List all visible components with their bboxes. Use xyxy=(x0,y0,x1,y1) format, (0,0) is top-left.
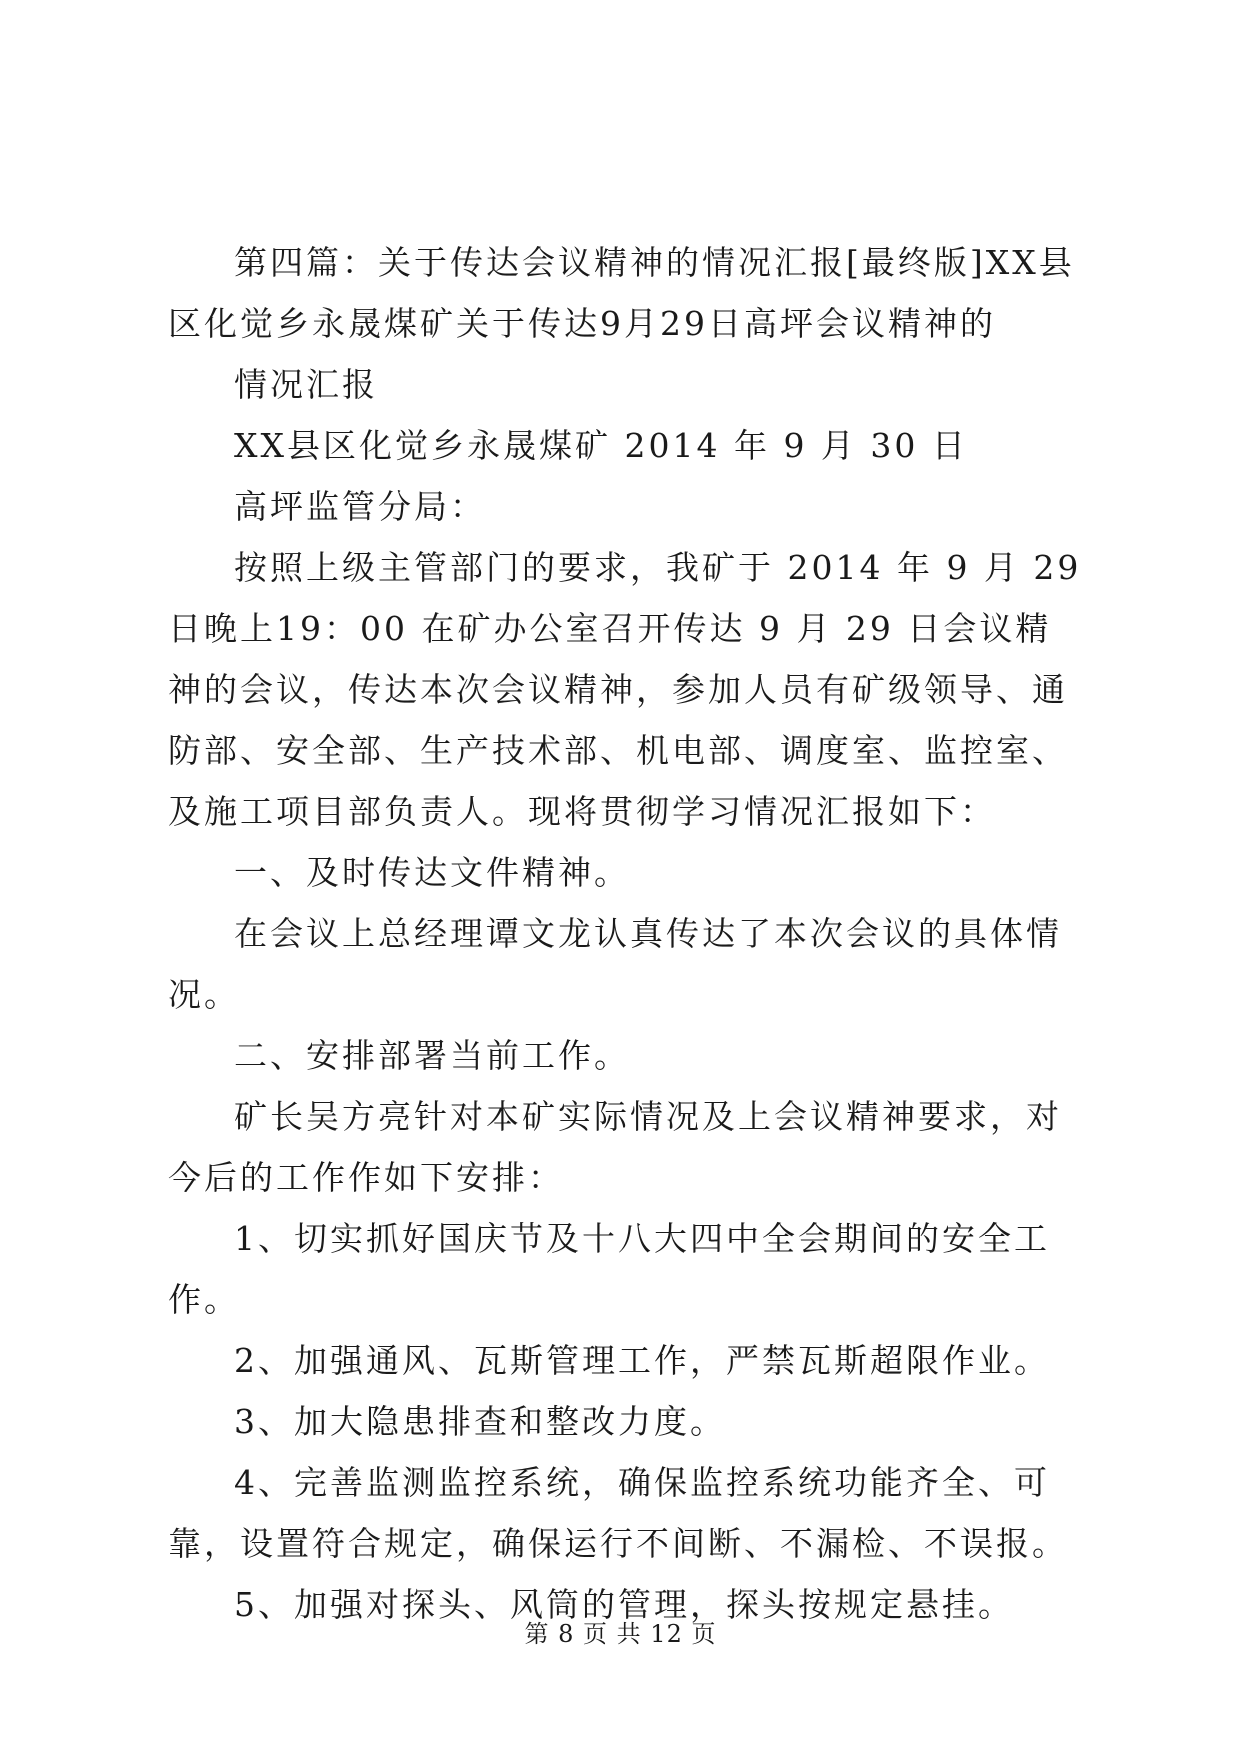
paragraph-title-cont: 情况汇报 xyxy=(234,365,378,404)
section-heading-2: 二、安排部署当前工作。 xyxy=(234,1036,630,1075)
paragraph-section-2: 矿长吴方亮针对本矿实际情况及上会议精神要求，对今后的工作作如下安排： xyxy=(168,1097,1062,1197)
list-item-5: 5、加强对探头、风筒的管理，探头按规定悬挂。 xyxy=(234,1585,1014,1624)
paragraph-sender-date: XX县区化觉乡永晟煤矿 2014 年 9 月 30 日 xyxy=(234,426,968,465)
document-body xyxy=(168,232,1083,1635)
paragraph-recipient: 高坪监管分局： xyxy=(234,487,486,526)
paragraph-intro: 按照上级主管部门的要求，我矿于 2014 年 9 月 29 日晚上19：00 在矿办公室召开传达 9 月 29 日会议精神的会议，传达本次会议精神，参加人员有矿级领导、通防部、安全部、生产技术部、机电部、调度室、监控室、及施工项目部负责人。现将贯彻学习情况汇报如下： xyxy=(168,548,1082,831)
list-item-1: 1、切实抓好国庆节及十八大四中全会期间的安全工作。 xyxy=(168,1219,1050,1319)
paragraph-section-1: 在会议上总经理谭文龙认真传达了本次会议的具体情况。 xyxy=(168,914,1062,1014)
page-footer: 第 8 页 共 12 页 xyxy=(524,1620,717,1648)
paragraph-title: 第四篇：关于传达会议精神的情况汇报[最终版]XX县区化觉乡永晟煤矿关于传达9月29日高坪会议精神的 xyxy=(168,243,1075,343)
list-item-4: 4、完善监测监控系统，确保监控系统功能齐全、可靠，设置符合规定，确保运行不间断、不漏检、不误报。 xyxy=(168,1463,1068,1563)
list-item-3: 3、加大隐患排查和整改力度。 xyxy=(234,1402,726,1441)
section-heading-1: 一、及时传达文件精神。 xyxy=(234,853,630,892)
list-item-2: 2、加强通风、瓦斯管理工作，严禁瓦斯超限作业。 xyxy=(234,1341,1050,1380)
